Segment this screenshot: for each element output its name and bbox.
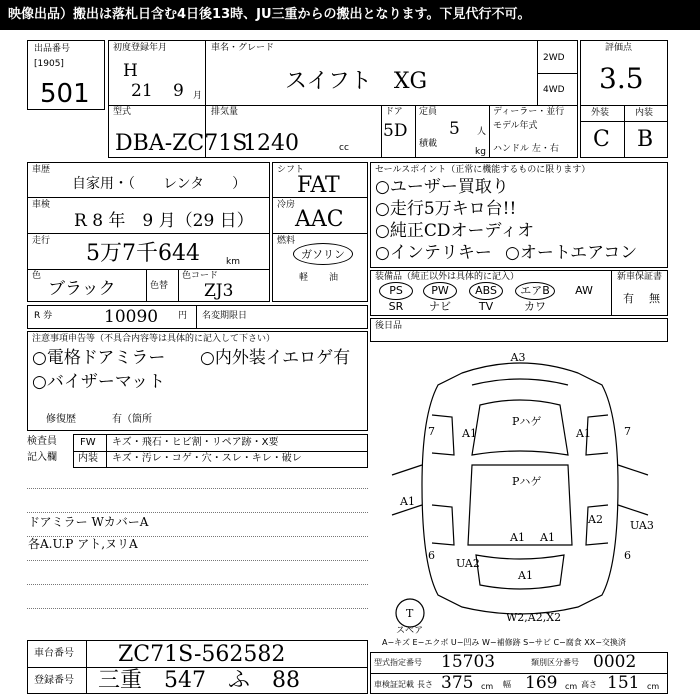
notes-label: 注意事項申告等（不具合内容等は具体的に記入して下さい） [32, 334, 276, 344]
mark-right-door: A2 [588, 513, 603, 526]
equip-pw: PW [431, 284, 449, 297]
cat-label: 類別区分番号 [531, 658, 579, 667]
mark-left-rear: UA2 [456, 557, 480, 570]
lot-number: 501 [40, 79, 90, 109]
mark-left-front: A1 [462, 427, 477, 440]
handwritten-note-2: 各A.U.P アト,ヌリA [28, 537, 138, 551]
mark-trunk: A1 [518, 569, 533, 582]
notes-box [27, 331, 368, 431]
capacity-label: 定員 [419, 107, 438, 117]
after-items-label: 後日品 [375, 321, 403, 331]
recolor-label: 色替 [150, 281, 169, 291]
mark-right-rear-wheel: 6 [624, 549, 631, 562]
inspector-block [27, 434, 368, 468]
type-label: 型式指定番号 [374, 658, 422, 667]
mileage-value: 5万7千644 [86, 241, 200, 266]
ac-value: AAC [295, 207, 344, 232]
interior-label: 内装 [78, 453, 98, 464]
sales-point-3: ○純正CDオーディオ [375, 221, 535, 241]
mark-hood: A3 [510, 351, 526, 364]
first-reg-label: 初度登録年月 [113, 43, 168, 53]
model-code-value: DBA-ZC71S [115, 131, 248, 156]
equip-abs-circle [469, 282, 503, 300]
lot-code: [1905] [34, 59, 64, 69]
sales-point-4: ○インテリキー [375, 243, 492, 263]
doors-label: ドア [385, 107, 403, 117]
ext-grade: C [593, 127, 610, 152]
fuel-label: 燃料 [277, 236, 296, 246]
int-grade: B [637, 127, 654, 152]
displacement-unit: cc [339, 143, 349, 153]
history-box [27, 162, 270, 302]
mileage-unit: km [226, 257, 240, 267]
equip-ps-circle [379, 282, 413, 300]
inspector-line-1: キズ・飛石・ヒビ割・リペア跡・X要 [112, 437, 279, 448]
capacity-value: 5 [449, 119, 460, 139]
color-value: ブラック [48, 279, 116, 299]
mark-bumper: W2,A2,X2 [506, 611, 562, 624]
new-car-no: 無 [649, 292, 660, 305]
drive-2wd: 2WD [543, 53, 565, 63]
height-unit: cm [647, 682, 660, 691]
capacity-unit: 人 [477, 127, 487, 137]
note-3: ○バイザーマット [32, 372, 166, 392]
equip-ps: PS [389, 284, 403, 297]
width-label: 幅 [503, 680, 511, 689]
sales-points-label: セールスポイント（正常に機能するものに限ります） [375, 165, 591, 175]
fuel-alt2: 油 [329, 273, 339, 283]
notice-banner: 映像出品）搬出は落札日含む4日後13時、JU三重からの搬出となります。下見代行不可。 [0, 0, 700, 30]
width-value: 169 [525, 673, 558, 693]
sales-point-2: ○走行5万キロ台!! [375, 199, 517, 219]
shift-label: シフト [277, 165, 305, 175]
load-label: 積載 [419, 139, 438, 149]
first-reg-era: H [123, 61, 138, 81]
mark-roof: Pハゲ [512, 475, 542, 488]
chassis-box [27, 640, 368, 694]
equipment-label: 装備品（純正以外は具体的に記入） [375, 272, 520, 282]
chassis-label: 車台番号 [34, 648, 74, 659]
drivetrain-box [272, 162, 368, 302]
spare-label: スペア [396, 626, 424, 635]
spec-box [370, 652, 668, 694]
inspection-label: 車検 [32, 200, 51, 210]
after-items-box [370, 318, 668, 342]
damage-diagram [372, 345, 668, 635]
mark-spare: T [406, 607, 414, 620]
cat-value: 0002 [593, 652, 637, 672]
plate-value: 三重 547 ふ 88 [98, 668, 300, 693]
recycle-value: 10090 [104, 307, 159, 327]
length-label: 長さ [417, 680, 433, 689]
equip-aw: AW [575, 284, 593, 297]
sales-point-5: ○オートエアコン [505, 243, 638, 263]
score-box [580, 40, 668, 158]
mark-rear-1: A1 [510, 531, 525, 544]
int-label: 内装 [635, 108, 654, 118]
width-unit: cm [565, 682, 578, 691]
mark-right-front: A1 [576, 427, 591, 440]
color-label: 色 [32, 271, 42, 281]
inspector-label: 検査員 [27, 436, 57, 447]
handwritten-note-1: ドアミラー WカバーA [28, 515, 149, 529]
inspector-label-2: 記入欄 [27, 452, 57, 463]
displacement-value: 1240 [243, 131, 299, 156]
sales-point-1: ○ユーザー買取り [375, 177, 509, 197]
equip-airbag-circle [515, 282, 555, 300]
equipment-box [370, 270, 668, 316]
length-unit: cm [481, 682, 494, 691]
mark-left-rear-wheel: 6 [428, 549, 435, 562]
height-value: 151 [607, 673, 640, 693]
recycle-unit: 円 [178, 311, 188, 321]
mark-roof-front: Pハゲ [512, 415, 542, 428]
mark-rear-2: A1 [540, 531, 555, 544]
first-reg-month: 9 [173, 81, 184, 101]
repair-label: 修復歴 [46, 414, 76, 425]
dealer-label: ディーラー・並行 [493, 107, 565, 117]
doors-value: 5D [383, 121, 408, 141]
handle-label: ハンドル 左・右 [493, 144, 559, 154]
car-outline [392, 363, 648, 627]
ac-label: 冷房 [277, 200, 296, 210]
score-label: 評価点 [605, 43, 633, 53]
recycle-box [27, 305, 368, 329]
sales-points-box [370, 162, 668, 268]
mark-left-door: A1 [400, 495, 415, 508]
mark-right-rear: UA3 [630, 519, 654, 532]
repair-value: 有（箇所 [112, 414, 152, 425]
mark-left-front-wheel: 7 [428, 425, 435, 438]
equip-navi: ナビ [429, 300, 451, 313]
chassis-value: ZC71S-562582 [118, 642, 286, 667]
usage-label: 車歴 [32, 165, 51, 175]
equip-tv: TV [478, 300, 494, 313]
name-change-label: 名変期限日 [202, 311, 248, 321]
usage-value: 自家用・（ レンタ ） [72, 176, 247, 192]
mark-right-front-wheel: 7 [624, 425, 631, 438]
fuel-alt1: 軽 [299, 273, 309, 283]
equip-leather: カワ [524, 300, 546, 313]
color-code-label: 色コード [182, 271, 219, 281]
model-name-value: スイフト XG [285, 69, 428, 94]
type-value: 15703 [441, 652, 496, 672]
equip-sr: SR [388, 300, 404, 313]
note-1: ○電格ドアミラー [32, 348, 166, 368]
note-2: ○内外装イエロゲ有 [200, 348, 351, 368]
lot-label: 出品番号 [34, 44, 71, 54]
size-label: 車検証記載 [374, 680, 414, 689]
mileage-label: 走行 [32, 236, 51, 246]
new-car-label: 新車保証書 [617, 272, 663, 282]
drive-4wd: 4WD [543, 85, 565, 95]
inspection-value: R 8 年 9 月（29 日） [74, 211, 254, 231]
color-code-value: ZJ3 [204, 281, 234, 301]
first-reg-month-unit: 月 [193, 91, 203, 101]
fw-label: FW [80, 437, 96, 448]
vehicle-header-box [108, 40, 578, 158]
damage-legend: A−キズ E−エクボ U−凹み W−補修跡 S−サビ C−腐食 XX−交換済 [382, 638, 626, 647]
shift-value: FAT [297, 173, 340, 198]
score-value: 3.5 [599, 62, 644, 95]
recycle-label: R 券 [34, 311, 53, 321]
equip-abs: ABS [475, 284, 497, 297]
ext-label: 外装 [591, 108, 610, 118]
inspector-line-2: キズ・汚レ・コゲ・穴・スレ・キレ・破レ [112, 453, 302, 464]
new-car-yes: 有 [623, 292, 634, 305]
model-year-label: モデル年式 [493, 121, 538, 131]
fuel-value: ガソリン [301, 248, 345, 261]
model-name-label: 車名・グレード [211, 43, 275, 53]
displacement-label: 排気量 [211, 107, 239, 117]
height-label: 高さ [581, 680, 597, 689]
lot-box [27, 40, 105, 110]
equip-airbag: エアB [520, 284, 550, 297]
plate-label: 登録番号 [34, 675, 74, 686]
model-code-label: 型式 [113, 107, 132, 117]
first-reg-year: 21 [131, 81, 153, 101]
length-value: 375 [441, 673, 474, 693]
equip-pw-circle [423, 282, 457, 300]
load-unit: kg [475, 147, 486, 157]
